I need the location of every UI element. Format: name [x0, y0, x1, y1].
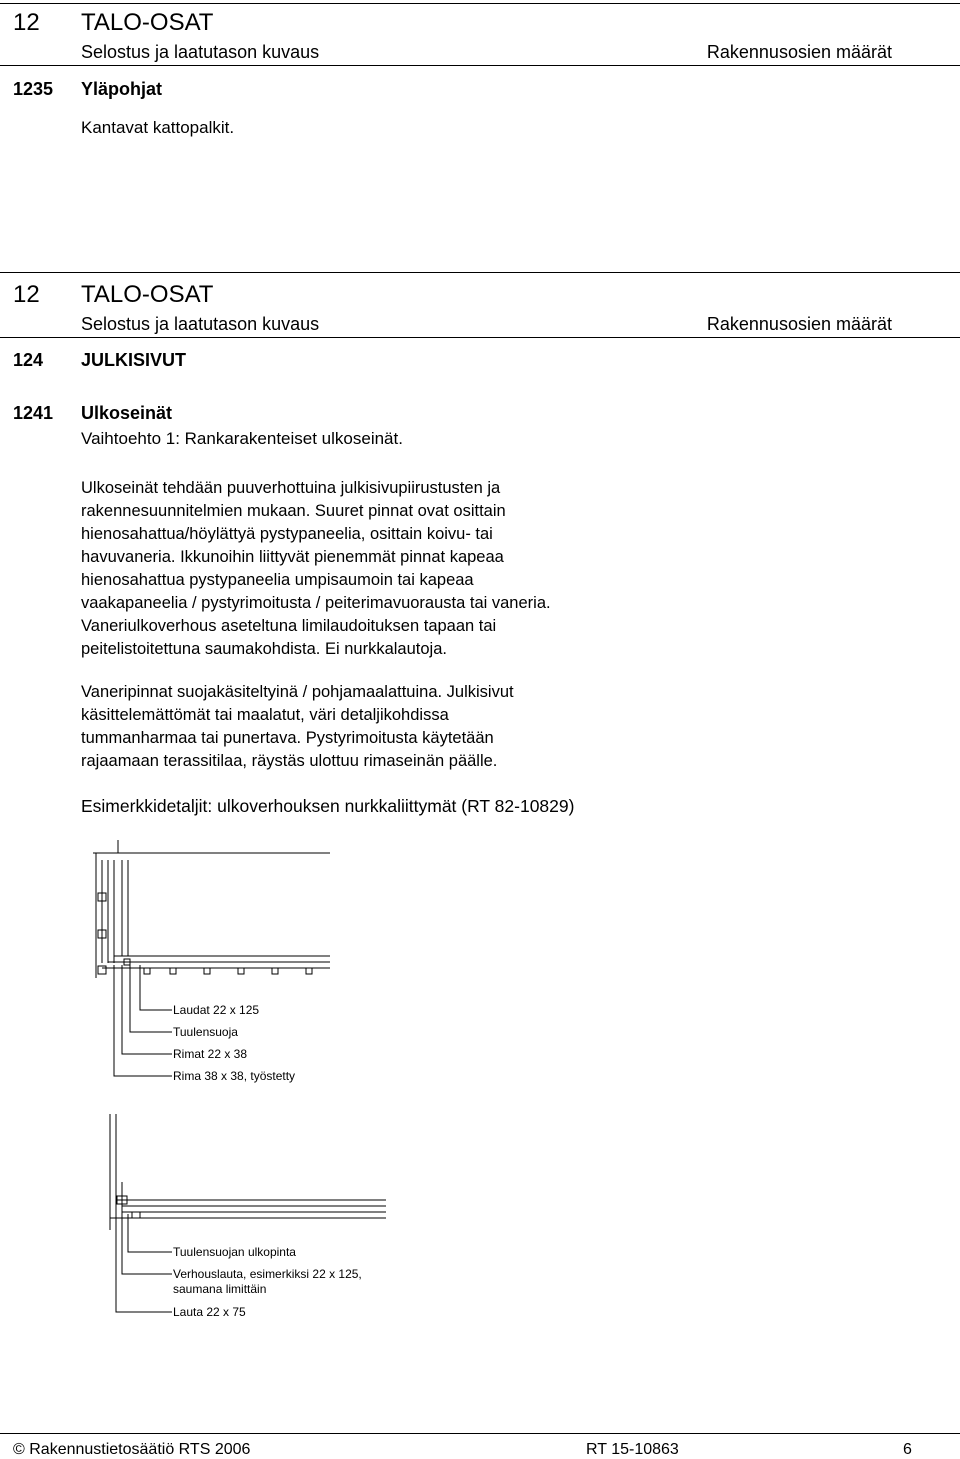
paragraph-line: peitelistoitettuna saumakohdista. Ei nurkkalautoja. [81, 640, 447, 658]
header-right-caption: Rakennusosien määrät [706, 314, 892, 334]
detail-label: Laudat 22 x 125 [173, 1003, 260, 1017]
leader-lines-2 [104, 1212, 184, 1322]
header2-top-rule [0, 272, 960, 273]
footer-rule [0, 1433, 960, 1434]
section-subtitle: Vaihtoehto 1: Rankarakenteiset ulkoseinät. [81, 429, 403, 448]
paragraph-line: vaakapaneelia / pystyrimoitusta / peiterimavuorausta tai vaneria. [81, 594, 551, 612]
chapter-number: 12 [13, 9, 40, 36]
header-left-caption: Selostus ja laatutason kuvaus [81, 42, 320, 62]
chapter-title: TALO-OSAT [81, 281, 214, 308]
paragraph-line: Vaneripinnat suojakäsiteltyinä / pohjamaalattuina. Julkisivut [81, 683, 514, 701]
paragraph-line: tummanharmaa tai punertava. Pystyrimoitusta käytetään [81, 729, 494, 747]
footer-page-number: 6 [903, 1441, 912, 1458]
chapter-number: 12 [13, 281, 40, 308]
chapter-title: TALO-OSAT [81, 9, 214, 36]
header-right-caption: Rakennusosien määrät [706, 42, 892, 62]
header-left-caption: Selostus ja laatutason kuvaus [81, 314, 320, 334]
paragraph-line: Vaneriulkoverhous aseteltuna limilaudoituksen tapaan tai [81, 617, 497, 635]
detail-label: Lauta 22 x 75 [173, 1305, 246, 1319]
paragraph-line: hienosahattua pystypaneelia umpisaumoin tai kapeaa [81, 571, 474, 589]
paragraph-line: havuvaneria. Ikkunoihin liittyvät pienemmät pinnat kapeaa [81, 548, 504, 566]
detail-label: Verhouslauta, esimerkiksi 22 x 125, [173, 1267, 362, 1281]
section-title: Yläpohjat [81, 79, 163, 99]
top-rule [0, 3, 960, 4]
section-title: JULKISIVUT [81, 350, 187, 370]
header2-rule [0, 337, 960, 338]
detail-label: Rima 38 x 38, työstetty [173, 1069, 296, 1083]
detail-label: Rimat 22 x 38 [173, 1047, 248, 1061]
paragraph-2 [81, 681, 641, 773]
detail-label: Tuulensuoja [173, 1025, 238, 1039]
detail-label: Tuulensuojan ulkopinta [173, 1245, 296, 1259]
section-code: 124 [13, 350, 44, 370]
header-rule [0, 65, 960, 66]
leader-lines-1 [100, 960, 180, 1080]
footer-doc-code: RT 15-10863 [586, 1441, 679, 1458]
paragraph-1 [81, 477, 641, 661]
example-details-line: Esimerkkidetaljit: ulkoverhouksen nurkkaliittymät (RT 82-10829) [81, 796, 575, 816]
paragraph-line: hienosahattua/höylättyä pystypaneelia, osittain koivu- tai [81, 525, 493, 543]
paragraph-line: rajaamaan terassitilaa, räystäs ulottuu rimaseinän päälle. [81, 752, 498, 770]
paragraph-line: käsittelemättömät tai maalatut, väri detaljikohdissa [81, 706, 449, 724]
section-title: Ulkoseinät [81, 403, 173, 423]
section-code: 1241 [13, 403, 54, 423]
footer-copyright: © Rakennustietosäätiö RTS 2006 [13, 1441, 251, 1458]
paragraph-line: Ulkoseinät tehdään puuverhottuina julkisivupiirustusten ja [81, 479, 501, 497]
detail-label: saumana limittäin [173, 1282, 267, 1296]
section-text: Kantavat kattopalkit. [81, 118, 235, 137]
paragraph-line: rakennesuunnitelmien mukaan. Suuret pinnat ovat osittain [81, 502, 506, 520]
section-code: 1235 [13, 79, 54, 99]
